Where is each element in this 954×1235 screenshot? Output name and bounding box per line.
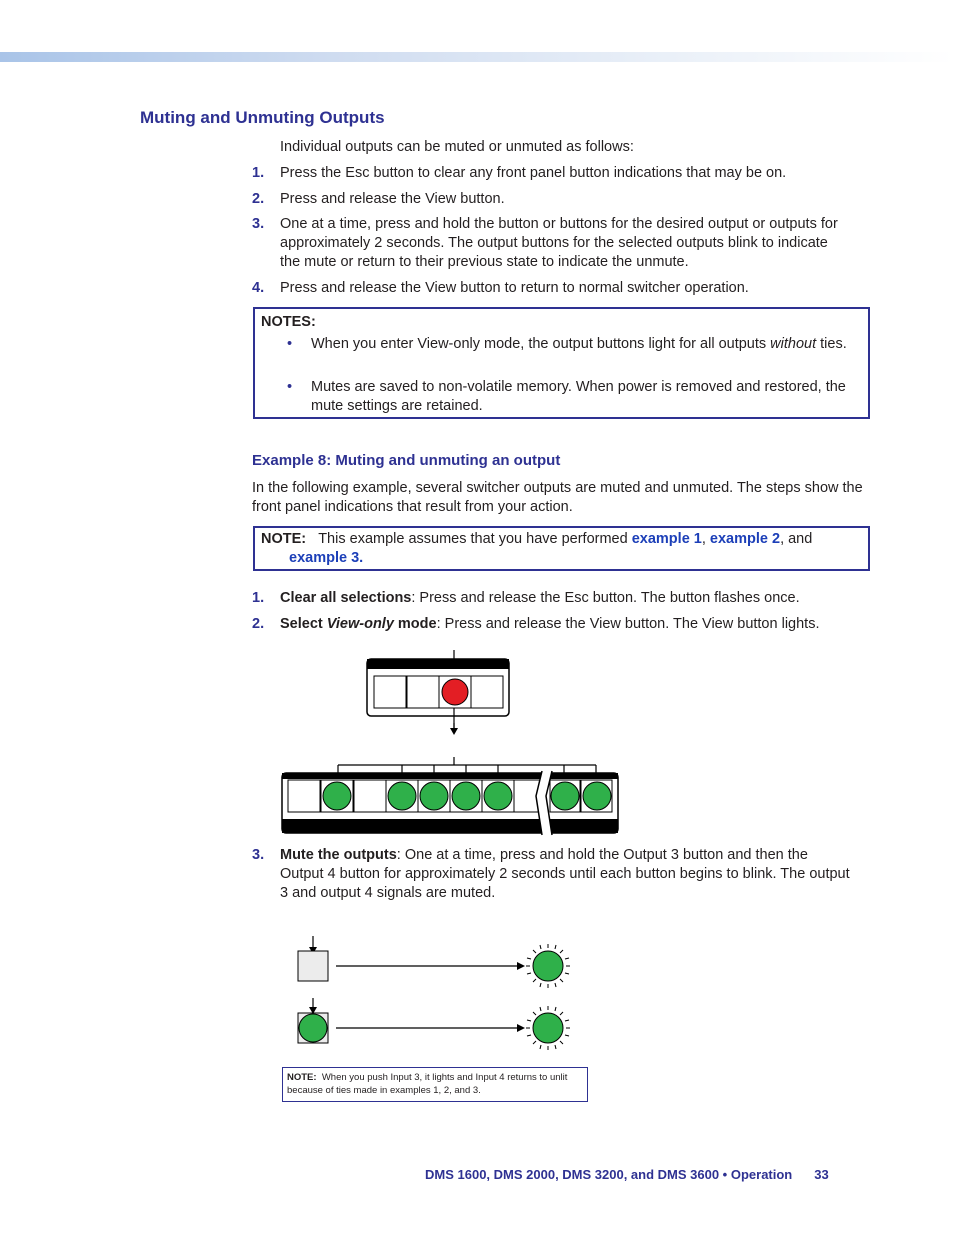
step-number: 1. — [252, 165, 265, 181]
step-number: 4. — [252, 280, 265, 296]
step-text: Press and release the View button to return to normal switcher operation. — [280, 280, 749, 296]
ex-step-1 — [252, 589, 862, 608]
footer-text: DMS 1600, DMS 2000, DMS 3200, and DMS 3600 • Operation — [425, 1167, 793, 1182]
step-number: 2. — [252, 191, 265, 207]
step-1 — [252, 164, 862, 183]
intro-text: Individual outputs can be muted or unmuted as follows: — [280, 139, 634, 155]
example-3-link[interactable]: example 3 — [289, 550, 360, 566]
note-bullet-1 — [287, 335, 851, 354]
section-title: Muting and Unmuting Outputs — [140, 108, 385, 127]
step-3 — [252, 215, 852, 272]
step-text: One at a time, press and hold the button or buttons for the desired output or outputs for approximately 2 seconds. The output buttons for the selected outputs blink to indicate the mute or return to their previous state to indicate the unmute. — [280, 216, 838, 270]
panel-button — [407, 676, 439, 708]
step-4 — [252, 279, 862, 298]
panel-button — [471, 676, 503, 708]
example-title: Example 8: Muting and unmuting an output — [252, 452, 561, 469]
bullet-dot: • — [287, 379, 293, 395]
note-text: When you enter View-only mode, the output buttons light for all outputs without ties. — [311, 336, 847, 352]
step-number: 3. — [252, 216, 265, 232]
example-intro: In the following example, several switcher outputs are muted and unmuted. The steps show the front panel indications that result from your action. — [252, 480, 863, 515]
ex-step-2 — [252, 615, 862, 634]
note-box-2 — [253, 526, 870, 571]
output-3-button — [298, 951, 328, 981]
output-3-button — [354, 780, 386, 812]
page-number: 33 — [814, 1167, 829, 1182]
output-3-blinking — [533, 951, 563, 981]
control-panel-header — [367, 659, 509, 669]
example-1-link[interactable]: example 1 — [631, 531, 702, 547]
step-text: Clear all selections: Press and release the Esc button. The button flashes once. — [280, 590, 800, 606]
step-text: Select View-only mode: Press and release the View button. The View button lights. — [280, 616, 820, 632]
notes-box — [253, 307, 870, 419]
output-panel-footer — [282, 819, 618, 833]
step-number: 3. — [252, 847, 265, 863]
step-2 — [252, 190, 862, 209]
example-2-link[interactable]: example 2 — [709, 531, 781, 547]
note-text: Mutes are saved to non-volatile memory. When power is removed and restored, the mute settings are retained. — [311, 379, 846, 414]
page-footer — [425, 1167, 829, 1182]
step-text: Press the Esc button to clear any front panel button indications that may be on. — [280, 165, 787, 181]
note-2-text: NOTE: This example assumes that you have performed example 1, example 2, and example 3. — [261, 531, 813, 566]
mute-outputs-figure — [290, 930, 580, 1060]
esc-button — [374, 676, 406, 708]
arrow-head — [450, 728, 458, 735]
step-text: Mute the outputs: One at a time, press and hold the Output 3 button and then the Output 4 button for approximately 2 seconds until each button begins to blink. The output 3 and output 4 signals are muted. — [280, 847, 850, 901]
front-panel-view-figure — [270, 645, 630, 840]
figure-note: NOTE: When you push Input 3, it lights and Input 4 returns to unlit because of ties made in examples 1, 2, and 3. — [282, 1067, 588, 1102]
output-1-button — [288, 780, 320, 812]
notes-heading: NOTES: — [261, 314, 316, 330]
view-button-lit — [442, 679, 468, 705]
step-text: Press and release the View button. — [280, 191, 505, 207]
ex-step-3 — [252, 846, 852, 903]
step-number: 2. — [252, 616, 265, 632]
bullet-dot: • — [287, 336, 293, 352]
step-number: 1. — [252, 590, 265, 606]
output-4-blinking — [533, 1013, 563, 1043]
note-bullet-2 — [287, 378, 851, 416]
output-2-lit — [323, 782, 351, 810]
header-gradient-bar — [0, 52, 954, 62]
